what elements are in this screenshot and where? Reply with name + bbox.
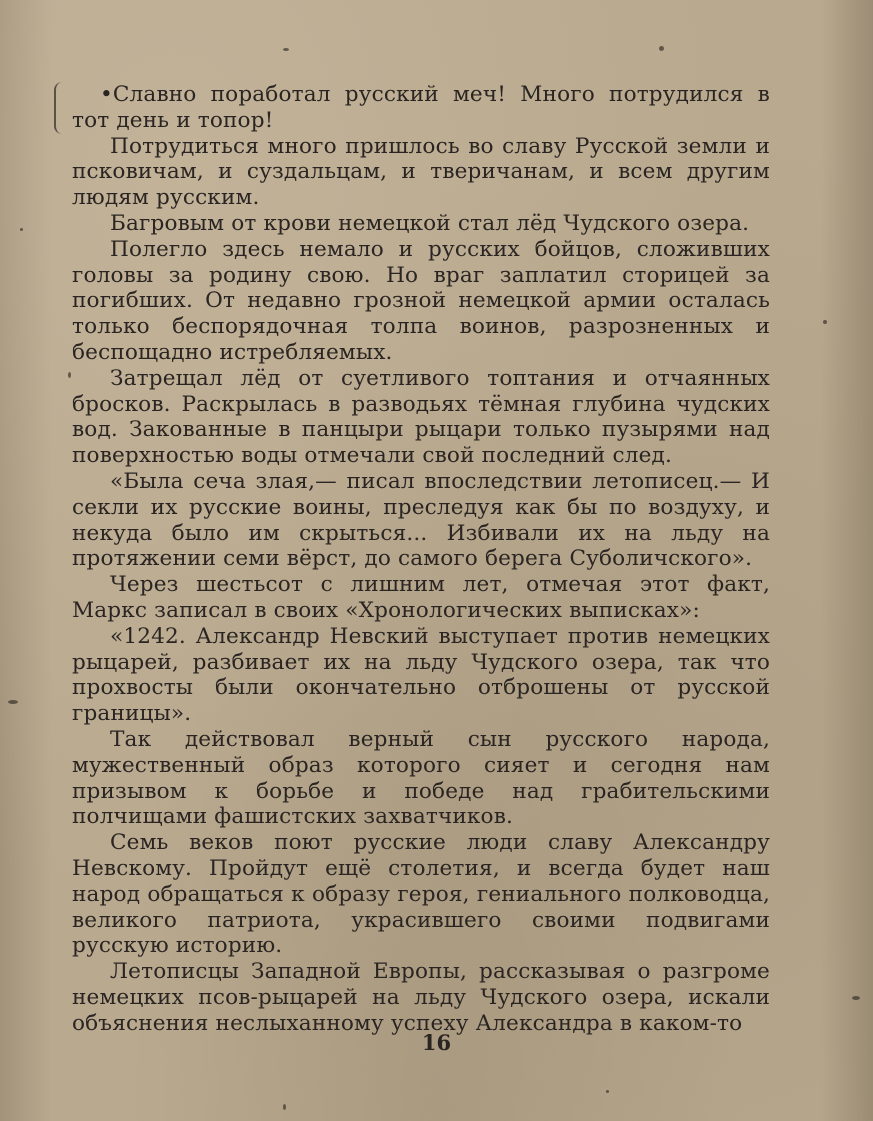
paragraph-11: Летописцы Западной Европы, рассказывая о разгроме немецких псов-рыцарей на льду Чудского озера, искали объяснения неслыханному успеху Александра в каком-то [72,959,770,1036]
page-number: 16 [421,1030,452,1055]
paper-speck [20,228,23,231]
paragraph-10: Семь веков поют русские люди славу Александру Невскому. Пройдут ещё столетия, и всегда будет наш народ обращаться к образу героя, гениального полководца, великого патриота, украсившего своими подвигами русскую историю. [72,830,770,959]
page-text [72,82,770,1036]
paper-speck [823,320,827,324]
paragraph-5: Затрещал лёд от суетливого топтания и отчаянных бросков. Раскрылась в разводьях тёмная глубина чудских вод. Закованные в панцыри рыцари только пузырями над поверхностью воды отмечали свой последний след. [72,365,770,469]
paragraph-3: Багровым от крови немецкой стал лёд Чудского озера. [110,210,750,236]
paragraph-8: «1242. Александр Невский выступает против немецких рыцарей, разбивает их на льду Чудского озера, так что прохвосты были окончательно отброшены от русской границы». [72,623,770,727]
paper-speck [283,48,289,51]
paragraph-1: •Славно поработал русский меч! Много потрудился в тот день и топор! [72,82,770,133]
paragraph-7: Через шестьсот с лишним лет, отмечая этот факт, Маркс записал в своих «Хронологических выписках»: [72,572,770,623]
margin-bracket-mark [54,82,64,134]
paragraph-9: Так действовал верный сын русского народа, мужественный образ которого сияет и сегодня нам призывом к борьбе и победе над грабительскими полчищами фашистских захватчиков. [72,726,770,830]
paper-speck [606,1090,609,1093]
paragraph-4: Полегло здесь немало и русских бойцов, сложивших головы за родину свою. Но враг заплатил сторицей за погибших. От недавно грозной немецкой армии осталась только беспорядочная толпа воинов, разрозненных и беспощадно истребляемых. [72,236,770,365]
paper-speck [68,372,71,378]
paper-speck [8,700,18,704]
paper-speck [283,1104,286,1110]
paper-speck [852,996,860,1000]
paragraph-2: Потрудиться много пришлось во славу Русской земли и псковичам, и суздальцам, и тверичанам, и всем другим людям русским. [72,133,770,211]
paragraph-6: «Была сеча злая,— писал впоследствии летописец.— И секли их русские воины, преследуя как бы по воздуху, и некуда было им скрыться... Избивали их на льду на протяжении семи вёрст, до самого берега Суболичского». [72,468,770,572]
paper-speck [659,46,664,51]
